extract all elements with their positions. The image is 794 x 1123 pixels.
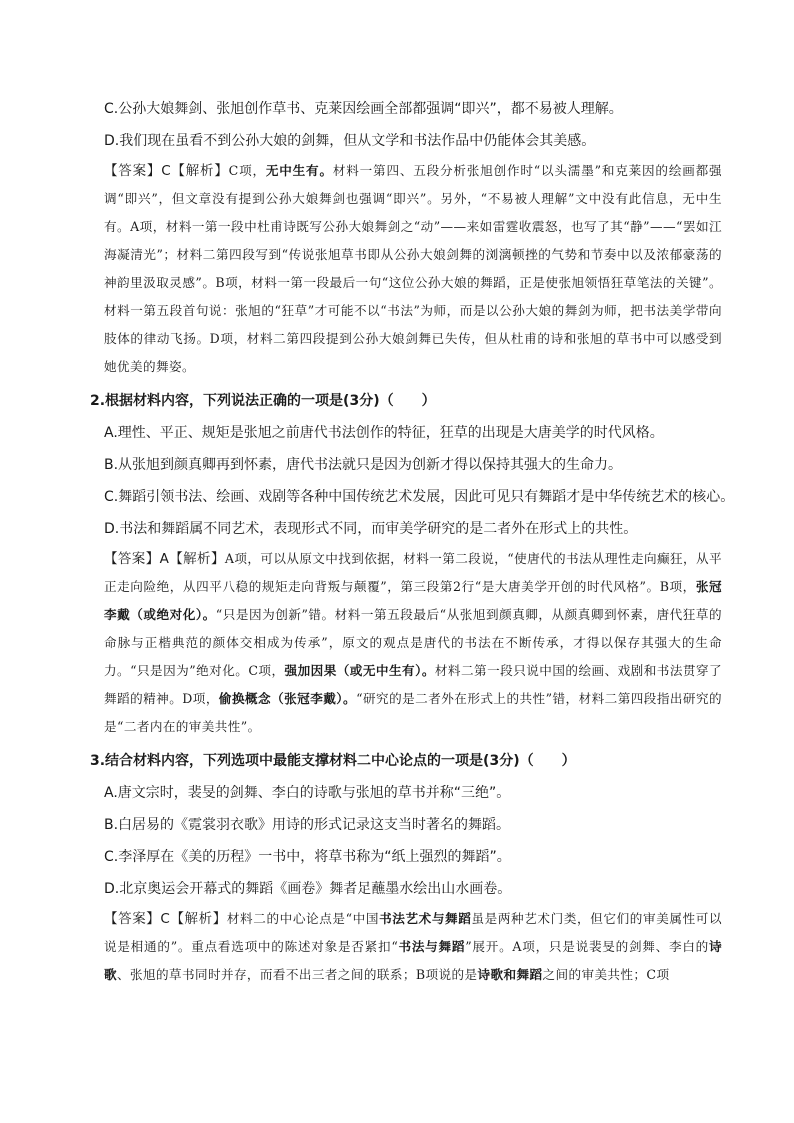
document-page [90,93,735,989]
question-3-option-b: B.白居易的《霓裳羽衣歌》用诗的形式记录这支当时著名的舞蹈。 [104,817,511,833]
question-2-option-b: B.从张旭到颜真卿再到怀素，唐代书法就只是因为创新才得以保持其强大的生命力。 [104,457,623,473]
error-type: 张冠李戴（或绝对化）。 [104,579,722,622]
option-d: D.我们现在虽看不到公孙大娘的剑舞，但从文学和书法作品中仍能体会其美感。 [104,133,596,149]
answer-tag: 【答案】C【解析】 [104,911,227,927]
answer-tag: 【答案】C【解析】 [104,163,229,179]
answer-tag: 【答案】A【解析】 [104,551,225,567]
error-type: 无中生有。 [265,163,333,178]
error-type: 偷换概念（张冠李戴）。 [218,691,357,706]
answer-explanation-1: 【答案】C【解析】C项，无中生有。材料一第四、五段分析张旭创作时“以头濡墨”和克莱因的绘画都强调“即兴”，但文章没有提到公孙大娘舞剑也强调“即兴”。另外，“不易被人理解”文中没有此信息，无中生有。A项，材料一第一段中杜甫诗既写公孙大娘舞剑之“动”——来如雷霆收震怒，也写了其“静”——“罢如江海凝清光”；材料二第四段写到“传说张旭草书即从公孙大娘剑舞的浏漓顿挫的气势和节奏中以及浓郁豪荡的神韵里汲取灵感”。B项，材料一第一段最后一句“这位公孙大娘的舞蹈，正是使张旭领悟狂草笔法的关键”。材料一第五段首句说：张旭的“狂草”才可能不以“书法”为师，而是以公孙大娘的舞剑为师，把书法美学带向肢体的律动飞扬。D项，材料二第四段提到公孙大娘剑舞已失传，但从杜甫的诗和张旭的草书中可以感受到她优美的舞姿。 [104,163,722,374]
question1-options-tail [90,93,722,157]
question-2-option-a: A.理性、平正、规矩是张旭之前唐代书法创作的特征，狂草的出现是大唐美学的时代风格。 [104,425,664,441]
question-2-option-d: D.书法和舞蹈属不同艺术，表现形式不同，而审美学研究的是二者外在形式上的共性。 [104,521,638,537]
answer-explanation-2: 【答案】A【解析】A项，可以从原文中找到依据，材料一第二段说，“使唐代的书法从理性走向癫狂，从平正走向险绝，从四平八稳的规矩走向背叛与颠覆”，第三段第2行“是大唐美学开创的时代风格”。B项，张冠李戴（或绝对化）。“只是因为创新”错。材料一第五段最后“从张旭到颜真卿，从颜真卿到怀素，唐代狂草的命脉与正楷典范的颜体交相成为传承”，原文的观点是唐代的书法在不断传承，才得以保存其强大的生命力。“只是因为”绝对化。C项，强加因果（或无中生有）。材料二第一段只说中国的绘画、戏剧和书法贯穿了舞蹈的精神。D项，偷换概念（张冠李戴）。“研究的是二者外在形式上的共性”错，材料二第四段指出研究的是“二者内在的审美共性”。 [104,551,722,734]
option-c: C.公孙大娘舞剑、张旭创作草书、克莱因绘画全部都强调“即兴”，都不易被人理解。 [104,101,623,117]
question-3-option-c: C.李泽厚在《美的历程》一书中，将草书称为“纸上强烈的舞蹈”。 [104,849,511,865]
question-3-option-a: A.唐文宗时，裴旻的剑舞、李白的诗歌与张旭的草书并称“三绝”。 [104,785,511,801]
question-2-stem: 2.根据材料内容，下列说法正确的一项是(3分)（ ） [90,393,436,409]
question-2-option-c: C.舞蹈引领书法、绘画、戏剧等各种中国传统艺术发展，因此可见只有舞蹈才是中华传统艺术的核心。 [104,489,735,505]
question-3-stem: 3.结合材料内容，下列选项中最能支撑材料二中心论点的一项是(3分)（ ） [90,753,576,769]
error-type: 强加因果（或无中生有）。 [284,663,435,678]
question-3-option-d: D.北京奥运会开幕式的舞蹈《画卷》舞者足蘸墨水绘出山水画卷。 [104,881,512,897]
answer-explanation-3: 【答案】C【解析】材料二的中心论点是“中国书法艺术与舞蹈虽是两种艺术门类，但它们的审美属性可以说是相通的”。重点看选项中的陈述对象是否紧扣“书法与舞蹈”展开。A项，只是说裴旻的剑舞、李白的诗歌、张旭的草书同时并存，而看不出三者之间的联系；B项说的是诗歌和舞蹈之间的审美共性；C项 [104,911,722,982]
